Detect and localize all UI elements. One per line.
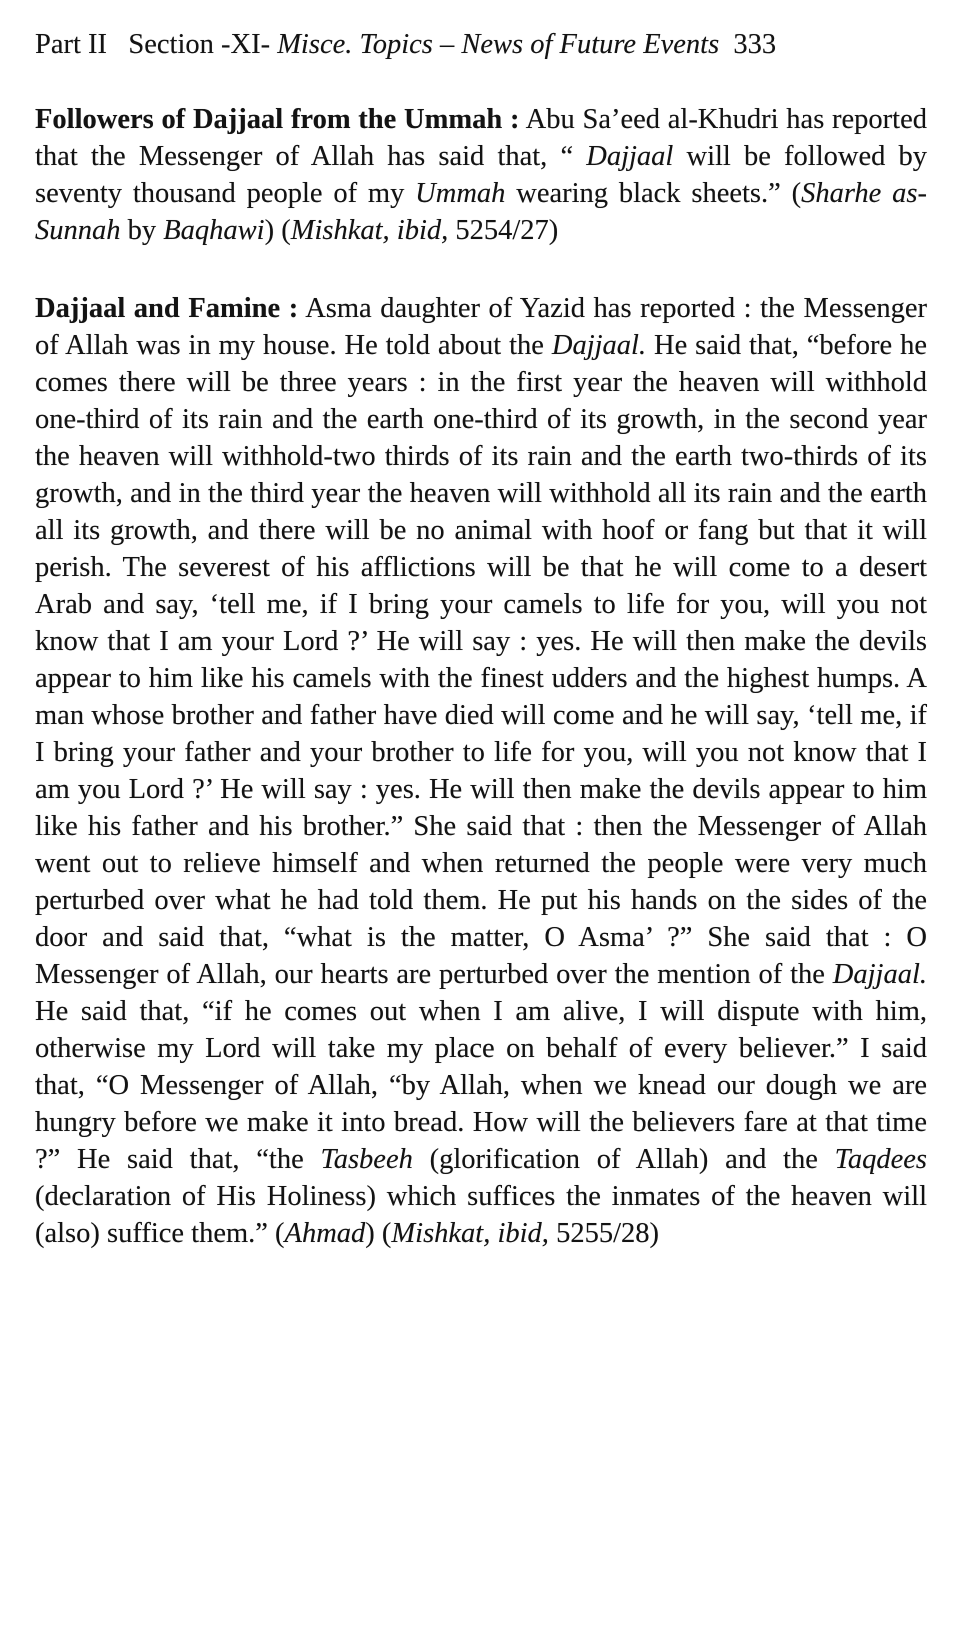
text-run: will be followed by seventy thousand people of my (35, 141, 928, 209)
text-run: Mishkat, ibid, (290, 215, 449, 246)
text-run: Ahmad (284, 1218, 366, 1249)
text-run: ) ( (365, 1218, 392, 1249)
text-run: 5254/27) (448, 215, 559, 246)
text-run: Asma daughter of Yazid has reported : the Messenger of Allah was in my house. He told about the (35, 293, 927, 361)
text-run: (declaration of His Holiness) which suffices the inmates of the heaven will (also) suffice them.” ( (35, 1181, 927, 1249)
text-run: wearing black sheets.” ( (505, 178, 802, 209)
text-run: 5255/28) (548, 1218, 659, 1249)
text-run: He said that, “if he comes out when I am alive, I will dispute with him, otherwise my Lord will take my place on behalf of every believer.” I said that, “O Messenger of Allah, “by Allah, when we knead our dough we are hungry before we make it into bread. How will the believers fare at that time ?” He said that, “the (35, 996, 927, 1175)
text-run: Mishkat, ibid, (391, 1218, 549, 1249)
text-run: Dajjaal and Famine : (35, 293, 299, 324)
text-run: Baqhawi (163, 215, 265, 246)
text-run: Dajjaal (586, 141, 674, 172)
text-run: Taqdees (834, 1144, 927, 1175)
text-run: He said that, “before he comes there will be three years : in the first year the heaven will withhold one-third of its rain and the earth one-third of its growth, in the second year the heaven will withhold-two thirds of its rain and the earth two-thirds of its growth, and in the third year the heaven will withhold all its rain and the earth all its growth, and there will be no animal with hoof or fang but that it will perish. The severest of his afflictions will be that he will come to a desert Arab and say, ‘tell me, if I bring your camels to life for you, will you not know that I am your Lord ?’ He will say : yes. He will then make the devils appear to him like his camels with the finest udders and the highest humps. A man whose brother and father have died will come and he will say, ‘tell me, if I bring your father and your brother to life for you, will you not know that I am you Lord ?’ He will say : yes. He will then make the devils appear to him like his father and his brother.” She said that : then the Messenger of Allah went out to relieve himself and when returned the people were very much perturbed over what he had told them. He put his hands on the sides of the door and said that, “what is the matter, O Asma’ ?” She said that : O Messenger of Allah, our hearts are perturbed over the mention of the (35, 330, 927, 990)
text-run: (glorification of Allah) and the (412, 1144, 835, 1175)
running-header (35, 26, 927, 63)
paragraph-followers-of-dajjaal (35, 101, 927, 249)
text-run: ) ( (264, 215, 291, 246)
text-run: Tasbeeh (320, 1144, 413, 1175)
page-content (35, 26, 927, 1252)
text-run: Followers of Dajjaal from the Ummah : (35, 104, 520, 135)
text-run: Dajjaal. (832, 959, 927, 990)
text-run: 333 (719, 29, 777, 60)
text-run: Dajjaal. (551, 330, 647, 361)
text-run: Sharhe as-Sunnah (35, 178, 927, 246)
text-run: Misce. Topics – News of Future Events (277, 29, 720, 60)
text-run: Abu Sa’eed al-Khudri has reported that the Messenger of Allah has said that, “ (35, 104, 927, 172)
text-run: Part II Section -XI- (35, 29, 278, 60)
text-run: Ummah (415, 178, 506, 209)
text-run: by (120, 215, 164, 246)
paragraph-dajjaal-and-famine (35, 290, 927, 1252)
